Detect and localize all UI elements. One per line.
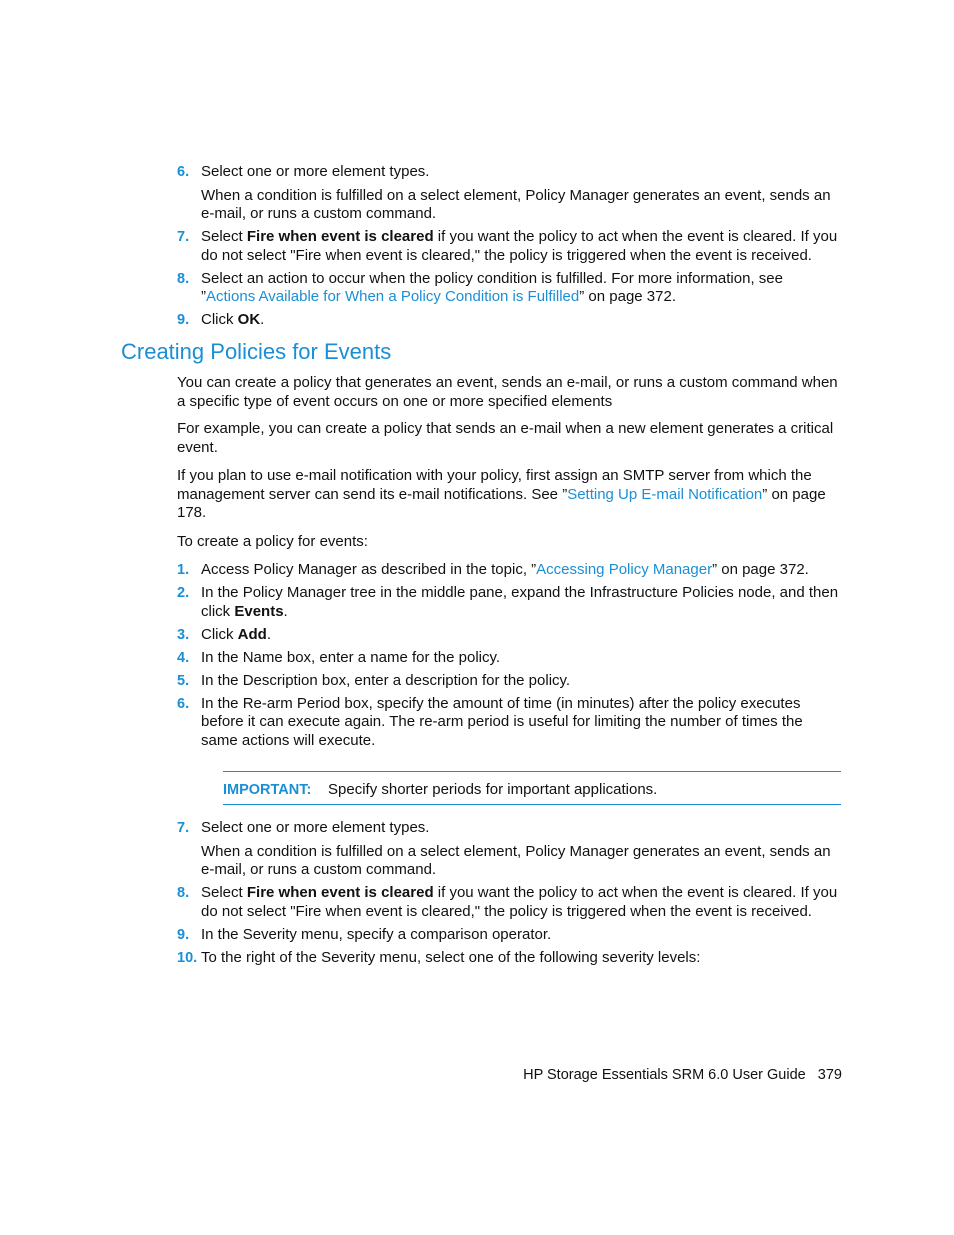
step-text: In the Description box, enter a description for the policy. — [201, 671, 571, 689]
step-detail: When a condition is fulfilled on a select element, Policy Manager generates an event, sends an e-mail, or runs a custom command. — [201, 842, 831, 878]
step-number: 8. — [177, 270, 190, 287]
step-item — [177, 649, 841, 668]
step-number: 9. — [177, 312, 190, 328]
step-text: In the Policy Manager tree in the middle pane, expand the Infrastructure Policies node, and then click — [201, 584, 839, 620]
cross-reference-link[interactable]: Accessing Policy Manager — [536, 561, 713, 578]
step-item — [177, 270, 841, 307]
step-number: 10. — [177, 949, 198, 966]
step-item — [177, 311, 841, 330]
step-item — [177, 228, 841, 265]
step-number: 2. — [177, 585, 190, 601]
step-bold-text: OK — [237, 311, 261, 328]
body-paragraph: To create a policy for events: — [177, 533, 368, 550]
step-text: Select — [201, 228, 247, 245]
step-item — [177, 626, 841, 645]
step-bold-text: Add — [237, 625, 267, 643]
step-text: . — [283, 602, 288, 620]
step-bold-text: Events — [234, 602, 284, 620]
step-item — [177, 926, 841, 945]
step-bold-text: Fire when event is cleared — [246, 884, 434, 901]
cross-reference-link[interactable]: Actions Available for When a Policy Condition is Fulfilled — [206, 288, 580, 305]
step-number: 5. — [177, 672, 190, 689]
step-number: 8. — [177, 885, 190, 901]
step-item — [177, 819, 841, 880]
note-label: IMPORTANT: — [223, 782, 312, 798]
step-text: Click — [201, 311, 238, 328]
step-number: 6. — [177, 695, 190, 712]
step-item — [177, 884, 841, 921]
top-step-list — [177, 163, 841, 334]
step-number: 4. — [177, 649, 190, 666]
step-text: Select an action to occur when the policy condition is fulfilled. For more information, see ” — [201, 269, 783, 305]
page-footer — [523, 1067, 842, 1083]
procedure-step-list — [177, 561, 841, 755]
step-text: In the Severity menu, specify a comparison operator. — [201, 925, 552, 943]
step-text: Select — [201, 884, 247, 901]
step-item — [177, 561, 841, 580]
body-paragraph: For example, you can create a policy that sends an e-mail when a new element generates a critical event. — [177, 420, 834, 456]
body-paragraph: You can create a policy that generates an event, sends an e-mail, or runs a custom command when a specific type of event occurs on one or more specified elements — [177, 374, 838, 410]
step-text: To the right of the Severity menu, select one of the following severity levels: — [201, 948, 701, 966]
step-text: Access Policy Manager as described in the topic, ” — [201, 561, 537, 578]
procedure-step-list-continued — [177, 819, 841, 972]
important-note — [223, 771, 841, 805]
step-detail: When a condition is fulfilled on a select element, Policy Manager generates an event, sends an e-mail, or runs a custom command. — [201, 186, 831, 222]
note-text: Specify shorter periods for important applications. — [328, 781, 658, 798]
step-text: Select one or more element types. — [201, 819, 430, 836]
step-text: . — [266, 625, 272, 643]
step-number: 7. — [177, 820, 190, 836]
step-number: 9. — [177, 926, 190, 943]
step-text: In the Name box, enter a name for the policy. — [201, 648, 501, 666]
step-text: if you want the policy to act when the event is cleared. If you do not select "Fire when event is cleared," the policy is triggered when the event is received. — [201, 228, 838, 264]
paragraph-text: If you plan to use e-mail notification with your policy, first assign an SMTP server from which the management server can send its e-mail notifications. See ” — [177, 467, 812, 503]
step-item — [177, 695, 841, 751]
step-item — [177, 163, 841, 224]
body-paragraph — [177, 467, 841, 523]
step-text: ” on page 372. — [712, 561, 809, 578]
step-item — [177, 584, 841, 621]
step-item — [177, 949, 841, 968]
step-bold-text: Fire when event is cleared — [246, 228, 434, 245]
step-text: Select one or more element types. — [201, 163, 430, 180]
section-heading: Creating Policies for Events — [121, 339, 392, 364]
paragraph-text: ” on page 178. — [177, 485, 826, 521]
step-number: 3. — [177, 626, 190, 643]
step-text: In the Re-arm Period box, specify the amount of time (in minutes) after the policy executes before it can execute again. The re-arm period is useful for limiting the number of times the same actions will execute. — [201, 694, 803, 749]
step-number: 1. — [177, 562, 190, 578]
step-number: 7. — [177, 229, 190, 245]
cross-reference-link[interactable]: Setting Up E-mail Notification — [567, 485, 763, 503]
step-text: Click — [201, 625, 238, 643]
step-number: 6. — [177, 164, 190, 180]
step-text: ” on page 372. — [579, 288, 676, 305]
page-number: 379 — [817, 1067, 842, 1083]
footer-title: HP Storage Essentials SRM 6.0 User Guide — [523, 1067, 806, 1083]
step-text: if you want the policy to act when the event is cleared. If you do not select "Fire when event is cleared," the policy is triggered when the event is received. — [201, 884, 838, 920]
step-item — [177, 672, 841, 691]
step-text: . — [260, 311, 265, 328]
